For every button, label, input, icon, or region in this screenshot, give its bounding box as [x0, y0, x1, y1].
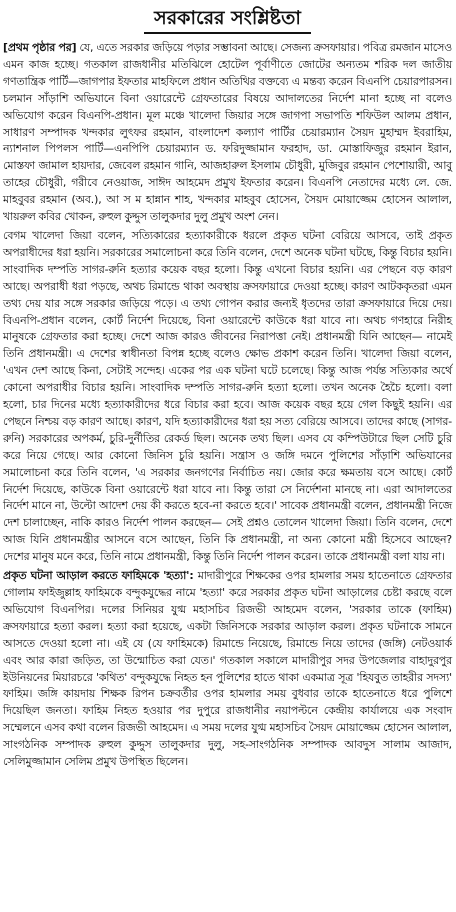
article-body — [3, 40, 452, 771]
paragraph-3-text: মাদারীপুরে শিক্ষকের ওপর হামলার সময় হাতেনাতে গ্রেফতার গোলাম ফাইজুল্লাহ ফাহিমকে বন্দুকযুদ্ধের নামে 'হত্যা' করে সরকার প্রকৃত ঘটনা আড়ালের চেষ্টা করছে বলে অভিযোগ বিএনপির। দলের সিনিয়র যুগ্ম মহাসচিব রিজভী আহমেদ বলেন, 'সরকার তাকে (ফাহিম) ক্রসফায়ারে হত্যা করল। হত্যা করা হয়েছে, একটা জিনিসকে সরকার আড়াল করল। প্রকৃত ঘটনাকে সামনে আসতে দেওয়া হলো না। এই যে (যে ফাহিমকে) রিমান্ডে নিয়েছে, রিমান্ডে নিয়ে তাদের (জঙ্গি) নেটওয়ার্ক এবং আর কারা জড়িত, তা উন্মোচিত করা যেত।' গতকাল সকালে মাদারীপুর সদর উপজেলার বাহাদুরপুর ইউনিয়নের মিয়ারচরে 'কথিত' বন্দুকযুদ্ধে নিহত হন পুলিশের হাতে থাকা একমাত্র সূত্র 'হিযবুত তাহরীর সদস্য' ফাহিম। জঙ্গি কায়দায় শিক্ষক রিপন চক্রবর্তীর ওপর হামলার সময় বুধবার তাকে হাতেনাতে ধরে পুলিশে দিয়েছিল জনতা। ফাহিম নিহত হওয়ার পর দুপুরে রাজধানীর নয়াপল্টনে কেন্দ্রীয় কার্যালয়ে এক সংবাদ সম্মেলনে এসব কথা বলেন রিজভী আহমেদ। এ সময় দলের যুগ্ম মহাসচিব সৈয়দ মোয়াজ্জেম হোসেন আলাল, সাংগঠনিক সম্পাদক রুহুল কুদ্দুস তালুকদার দুলু, সহ-সাংগঠনিক সম্পাদক আবদুস সালাম আজাদ, সেলিমুজ্জামান সেলিম প্রমুখ উপস্থিত ছিলেন। — [3, 569, 452, 769]
continuation-label: [ প্রথম পৃষ্ঠার পর ] — [3, 41, 76, 54]
paragraph-1-text: যে, এতে সরকার জড়িয়ে পড়ার সম্ভাবনা আছে। সেজন্য ক্রসফায়ার। পবিত্র রমজান মাসেও এমন কাজ হচ্ছে। গতকাল রাজধানীর মতিঝিলে হোটেল পূর্বাণীতে জোটের অন্যতম শরিক দল জাতীয় গণতান্ত্রিক পার্টি—জাগপার ইফতার মাহফিলে প্রধান অতিথির বক্তব্যে এ মন্তব্য করেন বিএনপি চেয়ারপারসন। চলমান সাঁড়াশি অভিযানে বিনা ওয়ারেন্টে গ্রেফতারের বিষয়ে আদালতের নির্দেশ মানা হচ্ছে না বলেও অভিযোগ করেন বিএনপি-প্রধান। মূল মঞ্চে খালেদা জিয়ার সঙ্গে জাগপা সভাপতি শফিউল আলম প্রধান, সাধারণ সম্পাদক খন্দকার লুৎফর রহমান, বাংলাদেশ কল্যাণ পার্টির চেয়ারম্যান সৈয়দ মুহাম্মদ ইবরাহিম, ন্যাশনাল পিপলস পার্টি—এনপিপি চেয়ারম্যান ড. ফরিদুজ্জামান ফরহাদ, ডা. মোস্তাফিজুর রহমান ইরান, মোস্তফা জামাল হায়দার, জেবেল রহমান গানি, আজহারুল ইসলাম চৌধুরী, মুজিবুর রহমান পেশোয়ারী, আবু তাহের চৌধুরী, গরীবে নেওয়াজ, সাঈদ আহমেদ প্রমুখ ইফতার করেন। বিএনপি নেতাদের মধ্যে লে. জে. মাহবুবর রহমান (অব.), আ স ম হান্নান শাহ, খন্দকার মাহবুব হোসেন, সৈয়দ মোয়াজ্জেম হোসেন আলাল, খায়রুল কবির খোকন, রুহুল কুদ্দুস তালুকদার দুলু প্রমুখ অংশ নেন। — [3, 41, 453, 224]
paragraph-2: বেগম খালেদা জিয়া বলেন, সত্যিকারের হত্যাকারীকে ধরলে প্রকৃত ঘটনা বেরিয়ে আসবে, তাই প্রকৃত অপরাধীদের ধরা হয়নি। সরকারের সমালোচনা করে তিনি বলেন, দেশে অনেক ঘটনা ঘটছে, কিন্তু বিচার হয়নি। সাংবাদিক দম্পতি সাগর-রুনি হত্যার কয়েক বছর হলো। কিন্তু এখনো বিচার হয়নি। এর পেছনে বড় কারণ আছে। অপরাধী ধরা পড়ছে, অথচ রিমান্ডে থাকা অবস্থায় ক্রসফায়ারে দেওয়া হচ্ছে। কারণ আটককৃতরা এমন তথ্য দেয় যার সঙ্গে সরকার জড়িয়ে পড়ে। এ তথ্য গোপন করার জন্যই ধৃতদের তারা ক্রসফায়ারে দিয়ে দেয়। বিএনপি-প্রধান বলেন, কোর্ট নির্দেশ দিয়েছে, বিনা ওয়ারেন্টে কাউকে ধরা যাবে না। অথচ গণহারে নিরীহ মানুষকে গ্রেফতার করা হচ্ছে। দেশে আজ কারও জীবনের নিরাপত্তা নেই। প্রধানমন্ত্রী যিনি আছেন— নামেই তিনি প্রধানমন্ত্রী। এ দেশের স্বাধীনতা বিপন্ন হচ্ছে বলেও ক্ষোভ প্রকাশ করেন তিনি। খালেদা জিয়া বলেন, 'এখন দেশ আছে কিনা, সেটাই সন্দেহ। একের পর এক ঘটনা ঘটে চলেছে। কিন্তু আজ পর্যন্ত সত্যিকার অর্থে কোনো অপরাধীর বিচার হয়নি। সাংবাদিক দম্পতি সাগর-রুনি হত্যা হলো। তখন অনেক হৈচৈ হলো। বলা হলো, চার দিনের মধ্যে হত্যাকারীদের ধরে বিচার করা হবে। আজ কয়েক বছর হয়ে গেল কিছুই হয়নি। এর পেছনে নিশ্চয় বড় কারণ আছে। কারণ, যদি হত্যাকারীদের ধরা হয় সত্য বেরিয়ে আসবে। তাদের কাছে (সাগর-রুনি) সরকারের অপকর্ম, চুরি-দুর্নীতির রেকর্ড ছিল। অনেক তথ্য ছিল। এসব যে কম্পিউটারে ছিল সেটি চুরি করে নিয়ে গেছে। আর কোনো জিনিস চুরি হয়নি। সন্ত্রাস ও জঙ্গি দমনে পুলিশের সাঁড়াশি অভিযানের সমালোচনা করে তিনি বলেন, 'এ সরকার জনগণের নির্বাচিত নয়। জোর করে ক্ষমতায় বসে আছে। কোর্ট নির্দেশ দিয়েছে, কাউকে বিনা ওয়ারেন্টে ধরা যাবে না। কিন্তু তারা সে নির্দেশনা মানছে না। এরা আদালতের নির্দেশ মানে না, উল্টো আদেশ দেয় কী করতে হবে-না করতে হবে।' সাবেক প্রধানমন্ত্রী বলেন, প্রধানমন্ত্রী নিজে দেশ চালাচ্ছেন, নাকি কারও নির্দেশ পালন করছেন— সেই প্রশ্নও তোলেন খালেদা জিয়া। তিনি বলেন, দেশে আজ যিনি প্রধানমন্ত্রীর আসনে বসে আছেন, তিনি কি প্রধানমন্ত্রী, না অন্য কোনো মন্ত্রী হিসেবে আছেন? দেশের মানুষ মনে করে, তিনি নামে প্রধানমন্ত্রী, কিন্তু তিনি নির্দেশ পালন করেন। তাকে প্রধানমন্ত্রী বলা যায় না। — [3, 228, 452, 564]
headline-block — [3, 0, 452, 40]
subheading: প্রকৃত ঘটনা আড়াল করতে ফাহিমকে 'হত্যা': — [3, 569, 194, 583]
paragraph-3 — [3, 568, 452, 771]
paragraph-1 — [3, 40, 452, 226]
headline: সরকারের সংশ্লিষ্টতা — [144, 6, 311, 34]
